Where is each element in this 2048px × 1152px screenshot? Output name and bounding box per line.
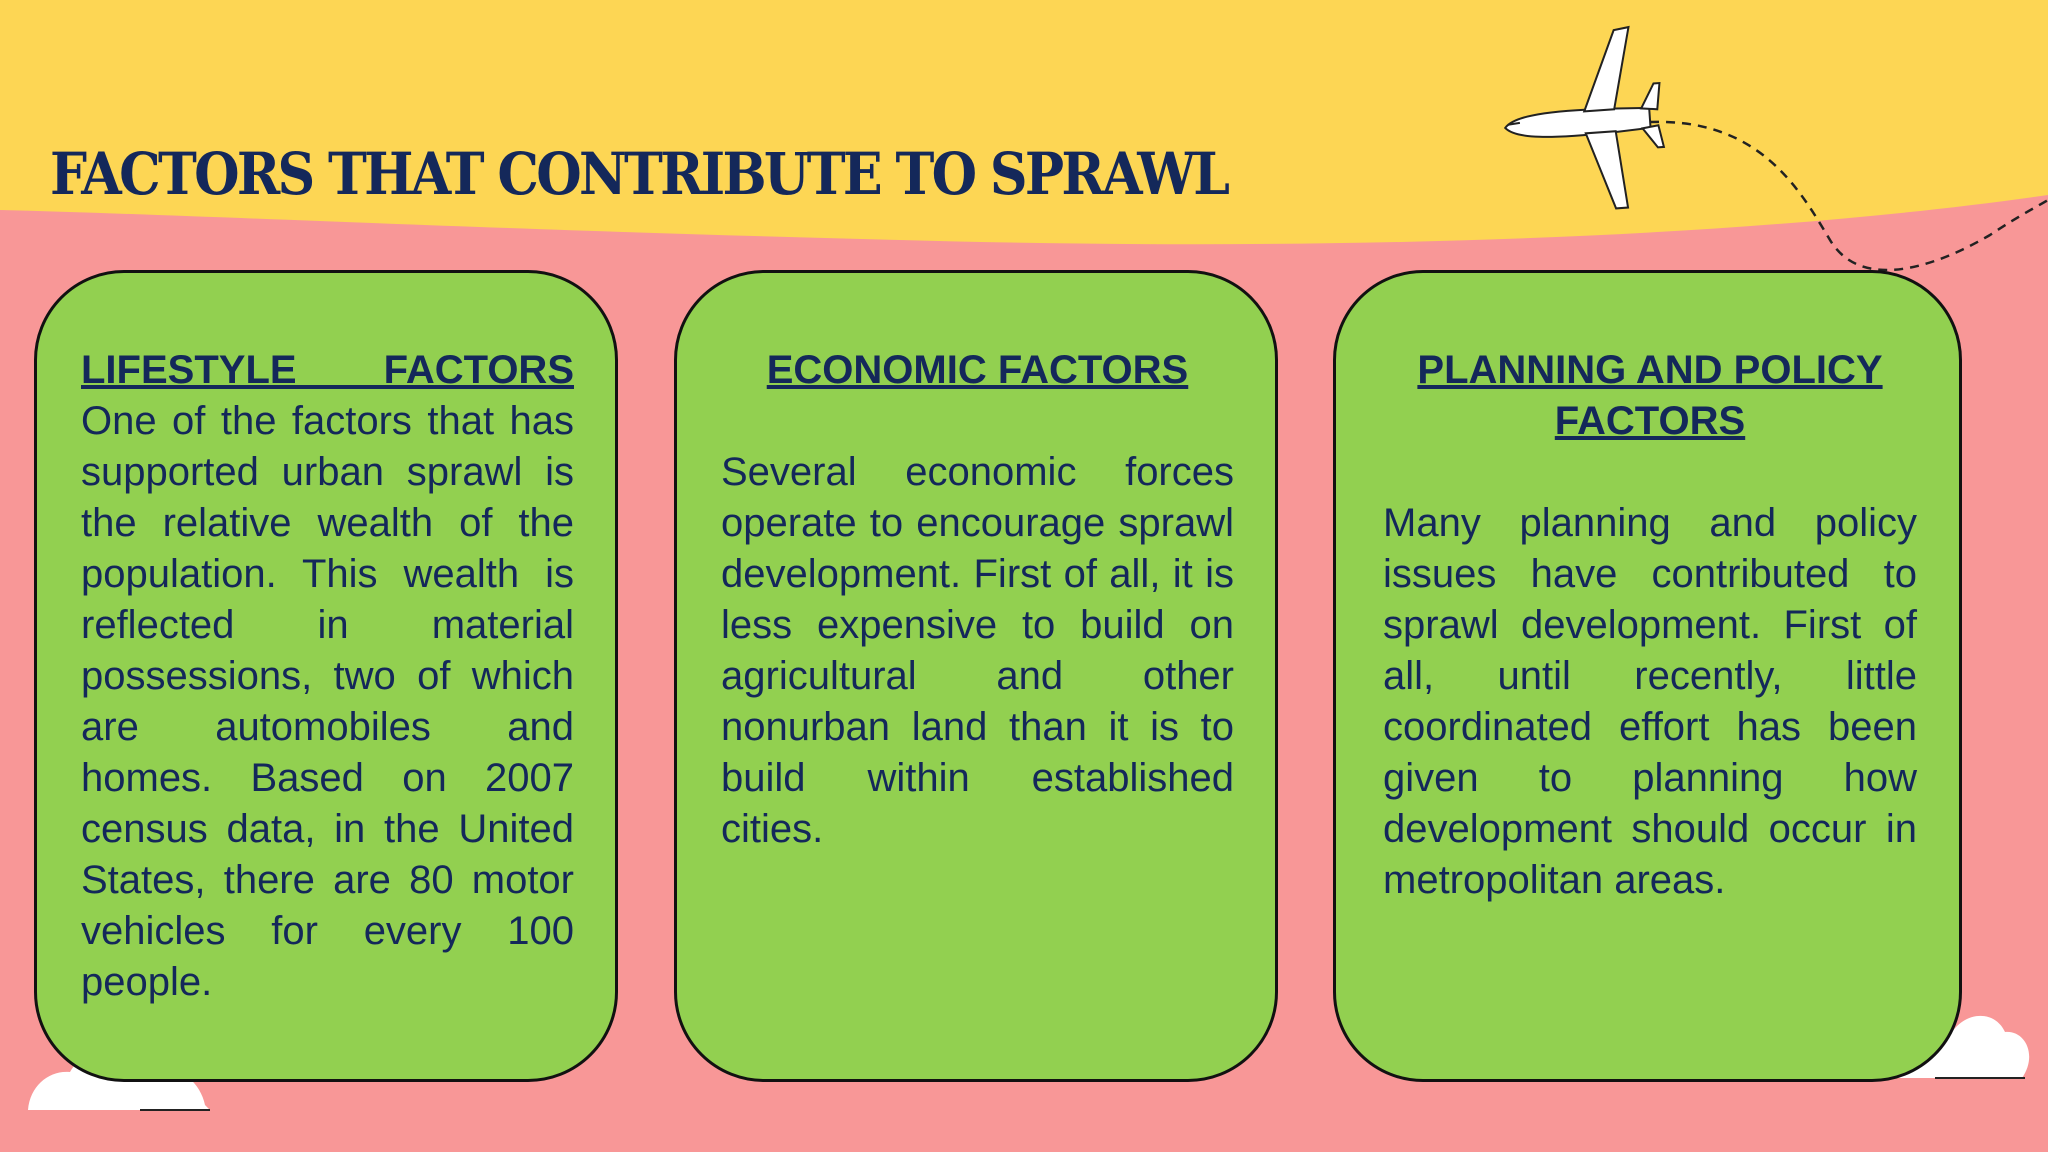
card-body: Many planning and policy issues have contributed to sprawl development. First of all, until recently, little coordinated effort has been given to planning how development should occur in metropolitan areas. [1383,501,1917,902]
card-heading: LIFESTYLE FACTORS [81,348,574,392]
card-planning-policy-factors [1333,270,1962,1082]
card-economic-factors [674,270,1278,1082]
card-heading: PLANNING AND POLICY FACTORS [1417,348,1883,443]
card-lifestyle-factors [34,270,618,1082]
card-body: One of the factors that has supported urban sprawl is the relative wealth of the population. This wealth is reflected in material possessions, two of which are automobiles and homes. Based on 2007 census data, in the United States, there are 80 motor vehicles for every 100 people. [81,399,574,1004]
card-body: Several economic forces operate to encourage sprawl development. First of all, it is less expensive to build on agricultural and other nonurban land than it is to build within established cities. [721,450,1234,851]
slide-title: FACTORS THAT CONTRIBUTE TO SPRAWL [50,140,1228,208]
card-heading: ECONOMIC FACTORS [766,348,1189,392]
